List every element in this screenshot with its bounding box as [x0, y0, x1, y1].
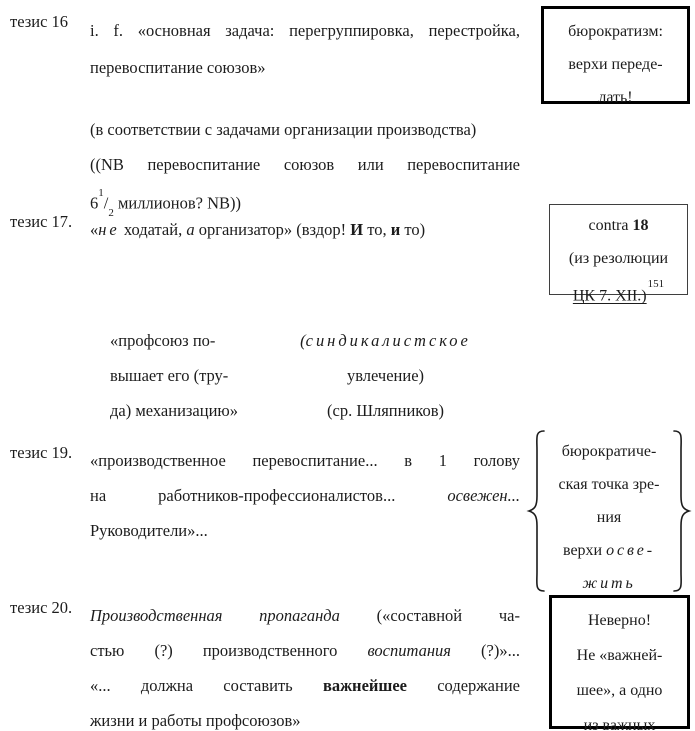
thesis-16-p2-line-1: (в соответствии с задачами организации производства): [90, 120, 477, 139]
thesis-20-line-1: [90, 598, 520, 633]
right-brace-icon: [671, 428, 693, 594]
thesis-20-seg-4: «... должна составить: [90, 676, 323, 695]
note2-line-3: [550, 275, 687, 312]
open-quote: «: [90, 220, 99, 239]
open-paren: (: [300, 331, 306, 350]
note2-line-2: (из резолюции: [568, 250, 669, 267]
note4-line-1: Неверно!: [587, 612, 652, 629]
thesis-20-seg-5: содержание: [406, 676, 520, 695]
note3-line-4: [546, 534, 672, 567]
note3-text: [546, 435, 672, 600]
note4-line-2: Не «важней-: [576, 647, 663, 664]
quote-right-line-3: (ср. Шляпников): [327, 401, 444, 420]
fraction-numerator: 1: [98, 187, 104, 199]
bold-i-lower: и: [390, 220, 401, 239]
bold-i-upper: И: [350, 220, 364, 239]
thesis-19-line-2: [90, 478, 520, 513]
thesis-19-body: [90, 443, 520, 548]
note2-contra: contra: [588, 217, 633, 234]
note3-line-2: ская точка зре-: [558, 476, 660, 493]
thesis-17-seg-1: ходатай,: [119, 220, 187, 239]
thesis-16-p2-line-3-rest: миллионов? NB)): [113, 193, 242, 213]
margin-note-braced: [525, 428, 693, 594]
emphasis-zhit: жить: [582, 575, 636, 592]
left-brace-icon: [525, 428, 547, 594]
note2-18: 18: [632, 217, 649, 234]
quote-left-line-3: да) механизацию»: [110, 401, 238, 420]
emphasis-osvezhen: освежен...: [447, 486, 520, 505]
thesis-17-seg-4: то): [400, 220, 426, 239]
thesis-20-line-3: [90, 668, 520, 703]
emphasis-vospitaniya: воспитания: [367, 641, 451, 660]
quote-right-line-2: увлечение): [346, 366, 425, 385]
emphasis-a: а: [186, 220, 195, 239]
thesis-19-line-1: «производственное перевоспитание... в 1 голову: [90, 451, 520, 470]
emphasis-prod-propaganda: Производственная пропаганда: [90, 606, 340, 625]
note2-line-1: [550, 209, 687, 242]
thesis-20-seg-3: (?)»...: [450, 641, 520, 660]
note2-ck-date: ЦК 7. XII.): [572, 287, 647, 305]
note4-line-4: из важных: [583, 717, 656, 731]
note3-verkhi: верхи: [562, 542, 607, 559]
thesis-19-line-3: Руководители»...: [90, 521, 208, 540]
thesis-16-label: тезис 16: [10, 12, 69, 31]
quote-block-right: [283, 323, 488, 428]
thesis-17-seg-2: организатор» (вздор!: [194, 220, 351, 239]
thesis-17-body: [90, 212, 520, 247]
quote-right-line-1: [283, 323, 488, 358]
quote-block-left: [110, 323, 290, 428]
note4-line-3: шее», а одно: [576, 682, 663, 699]
quote-left-line-1: «профсоюз по-: [110, 331, 216, 350]
fraction-denominator: 2: [108, 206, 114, 219]
thesis-16-body: [90, 12, 520, 86]
thesis-17-line-1: [90, 212, 520, 247]
note1-line-3: лать!: [598, 89, 633, 106]
thesis-20-seg-2: стью (?) производственного: [90, 641, 368, 660]
emphasis-osve: осве-: [606, 542, 655, 559]
thesis-20-line-4: жизни и работы профсоюзов»: [90, 711, 301, 730]
quote-left-line-2: вышает его (тру-: [110, 366, 229, 385]
emphasis-ne: не: [98, 220, 120, 239]
thesis-17-label: тезис 17.: [10, 212, 73, 231]
fraction-slash: /: [103, 193, 109, 213]
thesis-16-p2-line-2: ((NB перевоспитание союзов или перевоспитание: [90, 155, 520, 174]
thesis-19-seg-1: на работников-профессионалистов...: [90, 486, 448, 505]
emphasis-syndicalist: синдикалистское: [305, 331, 471, 350]
thesis-19-label: тезис 19.: [10, 443, 73, 462]
margin-note-bureaucratism-box: [541, 6, 690, 104]
thesis-17-seg-3: то,: [363, 220, 391, 239]
thesis-20-seg-1: («составной ча-: [339, 606, 520, 625]
thesis-20-body: [90, 598, 520, 731]
note1-line-2: верхи переде-: [568, 56, 663, 73]
margin-note-contra-18-box: [549, 204, 688, 305]
footnote-151: 151: [647, 278, 665, 290]
margin-note-neverno-box: [549, 595, 690, 729]
fraction-base: 6: [90, 193, 99, 213]
bold-vazhneyshee: важнейшее: [322, 676, 407, 695]
thesis-20-line-2: [90, 633, 520, 668]
note3-line-3: ния: [596, 509, 622, 526]
note3-line-1: бюрократиче-: [561, 443, 657, 460]
thesis-20-label: тезис 20.: [10, 598, 73, 617]
thesis-16-line-1: i. f. «основная задача: перегруппировка, перестройка,: [90, 21, 520, 40]
thesis-16-line-2: перевоспитание союзов»: [90, 58, 266, 77]
thesis-16-paragraph-2: [90, 112, 520, 228]
note1-line-1: бюрократизм:: [568, 23, 663, 40]
